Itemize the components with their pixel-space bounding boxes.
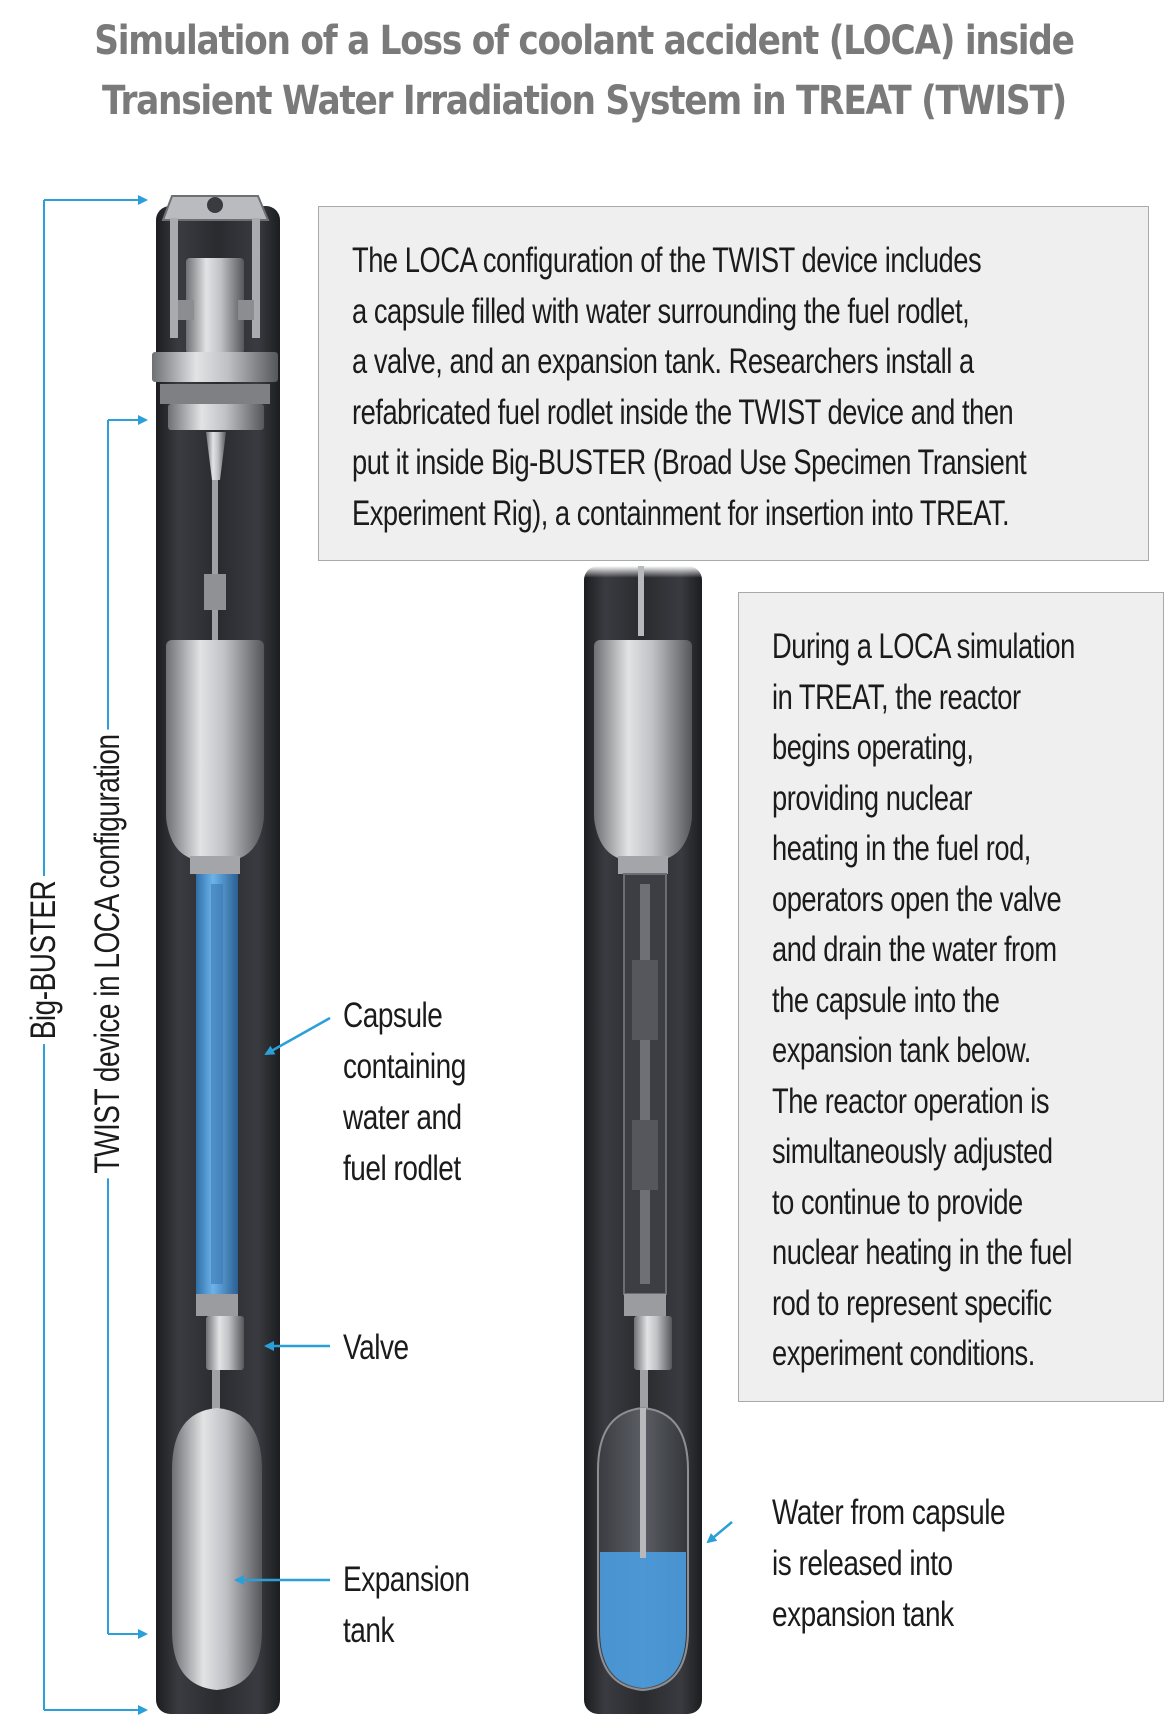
expansion-tank-label <box>343 1554 469 1656</box>
capsule-label <box>343 990 466 1194</box>
water-label-line: Water from capsule <box>772 1493 1006 1532</box>
twist-device-label: TWIST device in LOCA configuration <box>88 730 128 1179</box>
water-label-line: expansion tank <box>772 1595 954 1634</box>
during-line: to continue to provide <box>772 1182 1023 1222</box>
intro-text <box>352 236 1026 539</box>
right-tank-water <box>600 1552 686 1688</box>
during-line: experiment conditions. <box>772 1334 1035 1373</box>
right-capsule-top <box>594 640 692 822</box>
during-line: operators open the valve <box>772 879 1062 919</box>
during-line: and drain the water from <box>772 930 1057 969</box>
callout-arrow-icon <box>708 1522 732 1542</box>
big-buster-label: Big-BUSTER <box>24 876 64 1044</box>
left-capsule-top <box>166 640 264 822</box>
during-line: expansion tank below. <box>772 1031 1031 1070</box>
title-line-1: Simulation of a Loss of coolant accident (LOCA) inside <box>94 18 1074 64</box>
during-line: heating in the fuel rod, <box>772 829 1031 868</box>
valve-label-line: Valve <box>343 1328 409 1367</box>
capsule-label-line: water and <box>343 1098 462 1137</box>
during-line: nuclear heating in the fuel <box>772 1233 1073 1272</box>
right-valve <box>634 1316 672 1370</box>
intro-line: The LOCA configuration of the TWIST device includes <box>352 241 982 280</box>
left-expansion-tank <box>172 1408 262 1690</box>
during-line: providing nuclear <box>772 778 972 818</box>
intro-line: Experiment Rig), a containment for insertion into TREAT. <box>352 493 1010 533</box>
tank-label-line: Expansion <box>343 1560 470 1599</box>
during-line: the capsule into the <box>772 980 1000 1020</box>
title-line-2: Transient Water Irradiation System in TREAT (TWIST) <box>102 78 1066 124</box>
left-head-flange <box>152 352 278 382</box>
during-line: in TREAT, the reactor <box>772 677 1021 717</box>
intro-line: a valve, and an expansion tank. Researchers install a <box>352 342 974 381</box>
capsule-label-line: containing <box>343 1047 466 1086</box>
left-head-cylinder <box>186 258 244 354</box>
during-line: The reactor operation is <box>772 1081 1050 1121</box>
valve-label <box>343 1322 409 1373</box>
right-device <box>584 566 702 1714</box>
capsule-label-line: fuel rodlet <box>343 1149 461 1188</box>
intro-line: refabricated fuel rodlet inside the TWIST device and then <box>352 392 1014 432</box>
left-valve <box>206 1316 244 1370</box>
left-device <box>152 196 280 1714</box>
during-line: During a LOCA simulation <box>772 627 1075 666</box>
water-label-line: is released into <box>772 1544 953 1583</box>
during-line: begins operating, <box>772 728 974 767</box>
intro-line: a capsule filled with water surrounding the fuel rodlet, <box>352 291 970 331</box>
during-line: simultaneously adjusted <box>772 1132 1053 1171</box>
water-released-label <box>772 1487 1005 1640</box>
tank-label-line: tank <box>343 1611 395 1650</box>
intro-line: put it inside Big-BUSTER (Broad Use Specimen Transient <box>352 443 1027 482</box>
capsule-label-line: Capsule <box>343 996 443 1035</box>
during-line: rod to represent specific <box>772 1283 1052 1323</box>
loca-simulation-text <box>772 622 1075 1380</box>
